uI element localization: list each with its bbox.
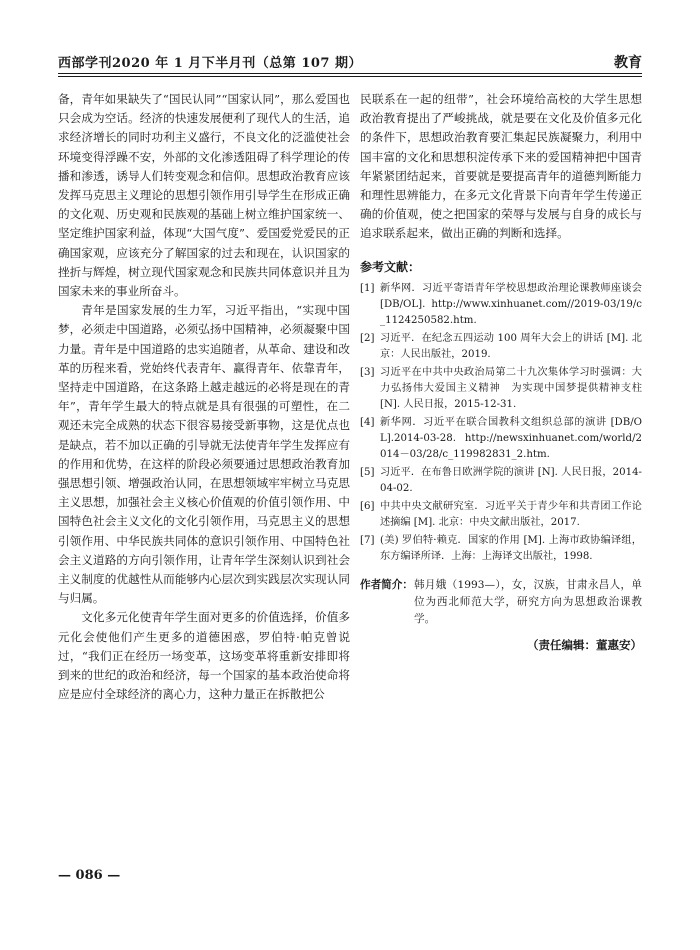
body-paragraph: 民联系在一起的纽带”，社会环境给高校的大学生思想政治教育提出了严峻挑战，就是要在文化及价值多元化的条件下，思想政治教育要汇集起民族凝聚力，利用中国丰富的文化和思想积淀传承下来的爱国精神把中国青年紧紧团结起来，首要就是要提高青年的道德判断能力和理性思辨能力，在多元文化背景下向青年学生传递正确的价值观，使之把国家的荣辱与发展与自身的成长与追求联系起来，做出正确的判断和选择。 — [360, 92, 642, 241]
section-label: 教育 — [614, 55, 642, 71]
reference-number: [7] — [360, 534, 375, 546]
reference-item — [360, 365, 642, 413]
reference-text: (美) 罗伯特·赖克．国家的作用 [M]. 上海市政协编译组，东方编译所译．上海：上海译文出版社，1998. — [380, 534, 642, 562]
reference-number: [1] — [360, 282, 375, 294]
body-paragraph: 青年是国家发展的生力军，习近平指出，“实现中国梦，必须走中国道路，必须弘扬中国精神，必须凝聚中国力量。青年是中国道路的忠实追随者，从革命、建设和改革的历程来看，党始终代表青年、赢得青年、依靠青年，坚持走中国道路，在这条路上越走越远的必将是现在的青年”，青年学生最大的特点就是具有很强的可塑性，在二观还未完全成熟的状态下很容易接受新事物，这是优点也是缺点，若不加以正确的引导就无法使青年学生发挥应有的作用和优势，在这样的阶段必须要通过思想政治教育加强思想引领、增强政治认同，在思想领域牢牢树立马克思主义思想，加强社会主义核心价值观的价值引领作用、中国特色社会主义文化的文化引领作用，马克思主义的思想引领作用、中华民族共同体的意识引领作用、中国特色社会主义道路的方向引领作用，让青年学生深刻认识到社会主义制度的优越性从而能够内心层次到实践层次实现认同与归属。 — [58, 303, 350, 606]
author-bio — [360, 577, 642, 628]
reference-text: 习近平．在纪念五四运动 100 周年大会上的讲话 [M]. 北京：人民出版社，2019. — [380, 332, 642, 360]
references-title: 参考文献： — [360, 259, 421, 274]
reference-text: 新华网．习近平在联合国教科文组织总部的演讲 [DB/OL].2014-03-28. http://newsxinhuanet.com/world/2014－03/28/c_119982831_2.htm. — [380, 416, 642, 460]
reference-item — [360, 533, 642, 565]
reference-item — [360, 331, 642, 363]
reference-item — [360, 281, 642, 329]
author-text: 韩月娥（1993—），女，汉族，甘肃永昌人，单位为西北师范大学，研究方向为思想政治课教学。 — [414, 578, 642, 625]
journal-title: 西部学刊2020 年 1 月下半月刊（总第 107 期） — [58, 56, 362, 71]
reference-text: 习近平．在布鲁日欧洲学院的演讲 [N]. 人民日报，2014-04-02. — [380, 466, 642, 494]
header-rule-thin — [58, 76, 642, 77]
reference-item — [360, 415, 642, 463]
page-header — [58, 50, 642, 72]
author-label: 作者简介： — [360, 578, 413, 591]
reference-number: [4] — [360, 416, 375, 428]
body-paragraph: 备，青年如果缺失了“国民认同”“国家认同”，那么爱国也只会成为空话。经济的快速发展便利了现代人的生活，追求经济增长的同时功利主义盛行，不良文化的泛滥使社会环境变得浮躁不安，外部的文化渗透阻碍了科学理论的传播和渗透，诱导人们转变观念和信仰。思想政治教育应该发挥马克思主义理论的思想引领作用引导学生在形成正确的文化观、历史观和民族观的基础上树立维护国家统一、坚定维护国家利益，体现“大国气度”、爱国爱党爱民的正确国家观，应该充分了解国家的过去和现在，认识国家的挫折与辉煌，树立现代国家观念和民族共同体意识并且为国家未来的事业所奋斗。 — [58, 92, 350, 299]
reference-number: [2] — [360, 332, 375, 344]
header-rule — [58, 73, 642, 74]
reference-text: 习近平在中共中央政治局第二十九次集体学习时强调：大力弘扬伟大爱国主义精神 为实现中国梦提供精神支柱[N]. 人民日报，2015-12-31. — [380, 366, 642, 410]
reference-number: [6] — [360, 500, 375, 512]
body-paragraph: 文化多元化使青年学生面对更多的价值选择，价值多元化会使他们产生更多的道德困惑，罗伯特·帕克曾说过，“我们正在经历一场变革，这场变革将重新安排即将到来的世纪的政治和经济，每一个国家的基本政治使命将应是应付全球经济的离心力，这种力量正在拆散把公 — [58, 610, 350, 702]
editor-credit: （责任编辑：董惠安） — [527, 637, 642, 652]
reference-text: 新华网．习近平寄语青年学校思想政治理论课教师座谈会[DB/OL]. http://www.xinhuanet.com//2019-03/19/c_1124250582.htm. — [380, 282, 642, 326]
reference-item — [360, 465, 642, 497]
reference-text: 中共中央文献研究室．习近平关于青少年和共青团工作论述摘编 [M]. 北京：中央文献出版社，2017. — [380, 500, 642, 528]
reference-number: [5] — [360, 466, 375, 478]
page-number: — 086 — — [58, 868, 121, 883]
reference-number: [3] — [360, 366, 375, 378]
reference-item — [360, 499, 642, 531]
right-column — [360, 90, 642, 655]
left-column — [58, 90, 350, 705]
